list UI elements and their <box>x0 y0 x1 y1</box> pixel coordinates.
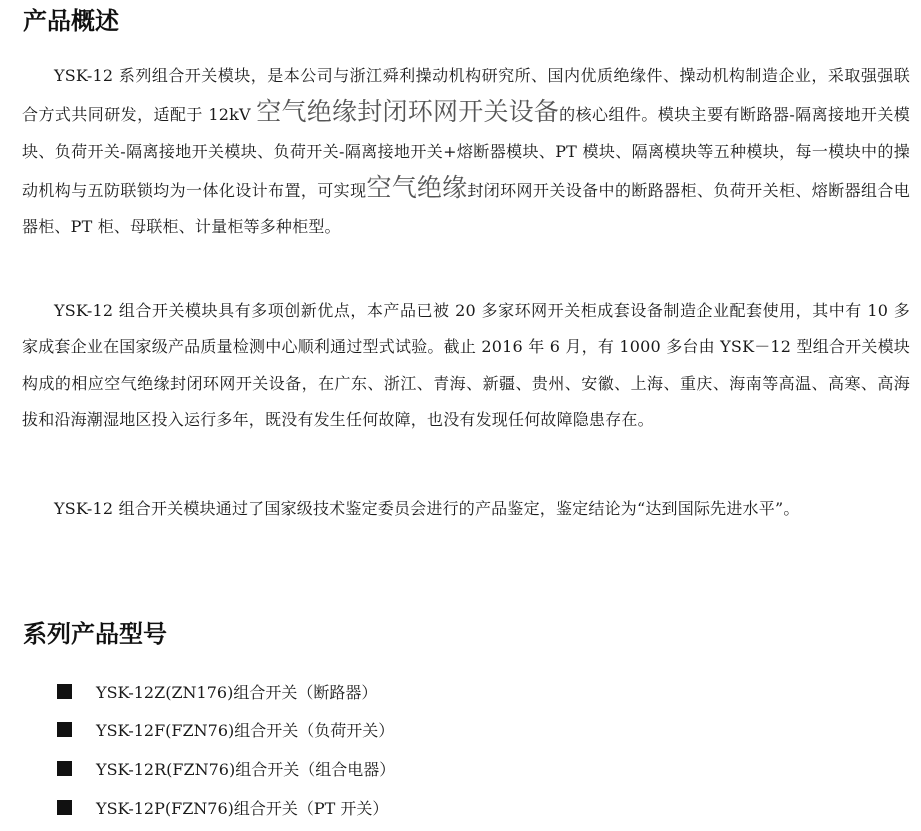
series-model-label: YSK-12Z(ZN176)组合开关（断路器） <box>96 682 378 702</box>
black-square-icon <box>57 722 72 737</box>
overview-paragraph-2: YSK-12 组合开关模块具有多项创新优点，本产品已被 20 多家环网开关柜成套设备制造企业配套使用，其中有 10 多家成套企业在国家级产品质量检测中心顺利通过型式试验。截止 2016 年 6 月，有 1000 多台由 YSK－12 型组合开关模块构成的相应空气绝缘封闭环网开关设备，在广东、浙江、青海、新疆、贵州、安徽、上海、重庆、海南等高温、高寒、高海拔和沿海潮湿地区投入运行多年，既没有发生任何故障，也没有发现任何故障隐患存在。 <box>22 301 910 429</box>
overview-p1-text-3: 封闭环网开关设备中的断路器柜、负荷开关柜、熔断器组合电器柜、PT 柜、母联柜、计量柜等多种柜型。 <box>22 180 911 237</box>
section-heading-overview: 产品概述 <box>23 7 119 35</box>
series-model-label: YSK-12P(FZN76)组合开关（PT 开关） <box>96 798 389 818</box>
series-model-label: YSK-12F(FZN76)组合开关（负荷开关） <box>96 721 395 741</box>
black-square-icon <box>57 761 72 776</box>
overview-p1-text-2: 的核心组件。模块主要有断路器-隔离接地开关模块、负荷开关-隔离接地开关模块、负荷开关-隔离接地开关+熔断器模块、PT 模块、隔离模块等五种模块，每一模块中的操动机构与五防联锁均为一体化设计布置，可实现 <box>22 105 910 200</box>
list-item <box>57 672 395 711</box>
overview-paragraph-1 <box>22 58 910 245</box>
black-square-icon <box>57 800 72 815</box>
overview-p1-highlight-1: 空气绝缘封闭环网开关设备 <box>256 97 560 127</box>
overview-p1-text-1: YSK-12 系列组合开关模块，是本公司与浙江舜利操动机构研究所、国内优质绝缘件、操动机构制造企业，采取强强联合方式共同研发，适配于 12kV <box>22 66 910 125</box>
overview-p1-highlight-2: 空气绝缘 <box>366 172 468 202</box>
list-item <box>57 749 395 788</box>
overview-paragraph-3: YSK-12 组合开关模块通过了国家级技术鉴定委员会进行的产品鉴定，鉴定结论为“达到国际先进水平”。 <box>54 499 800 518</box>
series-model-label: YSK-12R(FZN76)组合开关（组合电器） <box>96 759 396 779</box>
list-item <box>57 711 395 750</box>
series-model-list <box>57 672 395 826</box>
section-heading-series: 系列产品型号 <box>23 620 167 648</box>
black-square-icon <box>57 684 72 699</box>
list-item <box>57 788 395 827</box>
